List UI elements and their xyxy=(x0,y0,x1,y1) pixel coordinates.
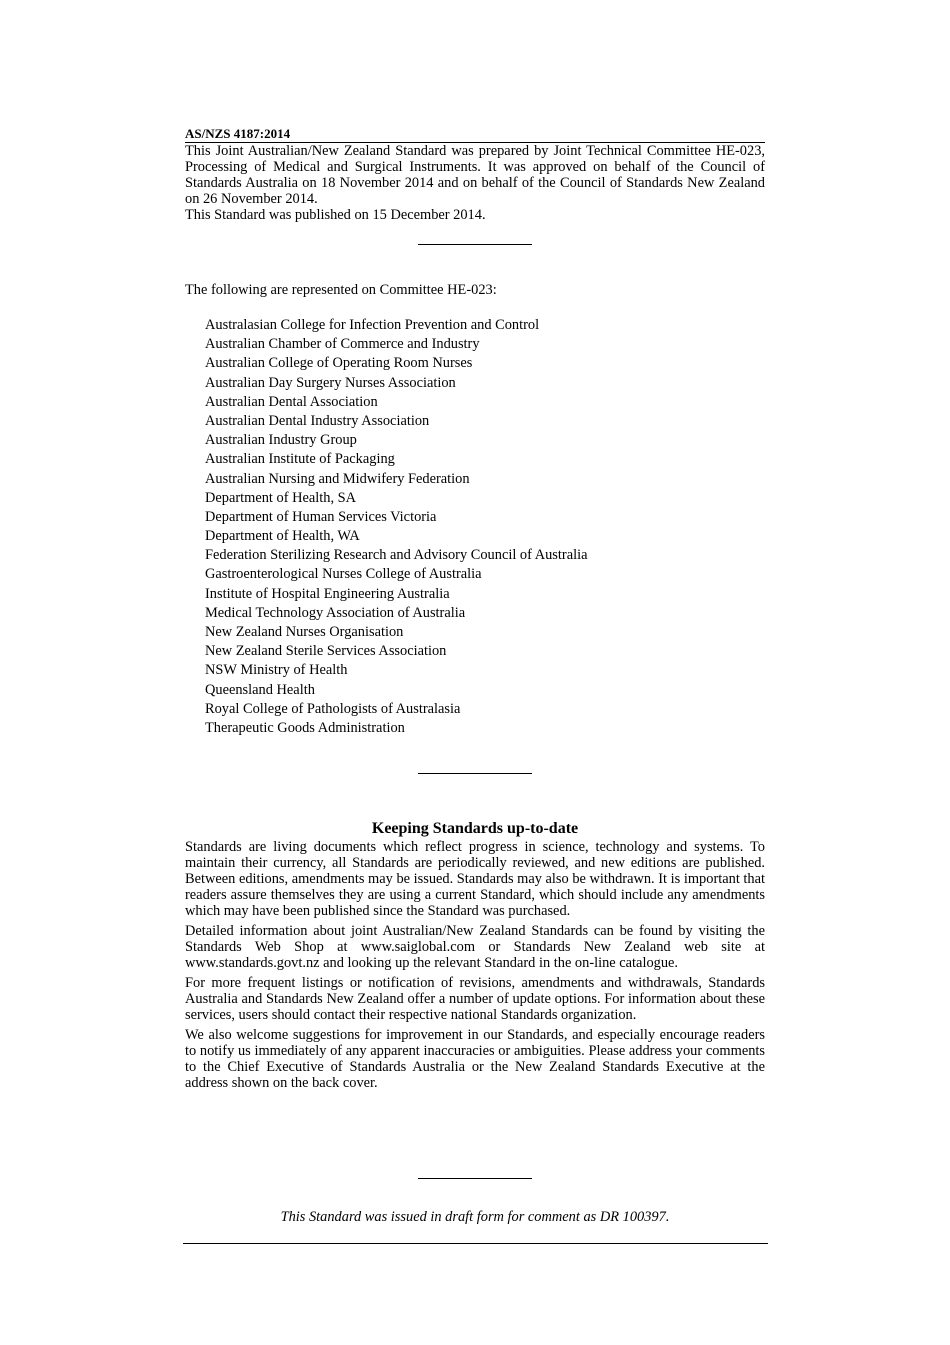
keeping-paragraph: We also welcome suggestions for improvement in our Standards, and especially encourage readers to notify us immediately of any apparent inaccuracies or ambiguities. Please address your comments to the Chief Executive of Standards Australia or the New Zealand Standards Executive at the address shown on the back cover. xyxy=(185,1027,765,1091)
committee-member: New Zealand Nurses Organisation xyxy=(205,624,404,640)
section-divider xyxy=(418,244,532,245)
preparation-paragraph: This Joint Australian/New Zealand Standard was prepared by Joint Technical Committee HE-023, Processing of Medical and Surgical Instruments. It was approved on behalf of the Council of Standards Australia on 18 November 2014 and on behalf of the Council of Standards New Zealand on 26 November 2014. xyxy=(185,143,765,207)
committee-member: Federation Sterilizing Research and Advisory Council of Australia xyxy=(205,547,588,564)
committee-member: Australian Dental Industry Association xyxy=(205,412,430,429)
committee-member: Medical Technology Association of Australia xyxy=(205,604,466,621)
committee-intro: The following are represented on Committee HE-023: xyxy=(185,282,497,298)
committee-member: Australian Dental Association xyxy=(205,393,378,410)
committee-member: Therapeutic Goods Administration xyxy=(205,719,405,736)
committee-member: Department of Health, WA xyxy=(205,528,360,545)
committee-member: Department of Health, SA xyxy=(205,489,357,506)
committee-member: Australian Chamber of Commerce and Industry xyxy=(205,336,480,353)
preparation-block xyxy=(185,126,765,223)
keeping-paragraph: For more frequent listings or notification of revisions, amendments and withdrawals, Standards Australia and Standards New Zealand offer a number of update options. For information about these services, users should contact their respective national Standards organization. xyxy=(185,975,765,1023)
committee-member: Queensland Health xyxy=(205,681,315,698)
publication-date-text: This Standard was published on 15 December 2014. xyxy=(185,207,486,223)
section-divider xyxy=(418,773,532,774)
committee-member: New Zealand Sterile Services Association xyxy=(205,643,447,660)
standard-designation: AS/NZS 4187:2014 xyxy=(185,126,765,143)
committee-member: Australian Institute of Packaging xyxy=(205,451,395,468)
committee-member: Department of Human Services Victoria xyxy=(205,508,437,525)
committee-member: Australian Industry Group xyxy=(205,432,357,449)
committee-member: Australian Nursing and Midwifery Federation xyxy=(205,470,470,487)
committee-member: Australian College of Operating Room Nurses xyxy=(205,355,473,372)
committee-member: Institute of Hospital Engineering Australia xyxy=(205,585,450,602)
committee-member: Australian Day Surgery Nurses Association xyxy=(205,374,456,391)
keeping-standards-heading: Keeping Standards up-to-date xyxy=(371,820,579,837)
committee-member: NSW Ministry of Health xyxy=(205,662,348,679)
committee-member-list xyxy=(205,316,587,738)
draft-note: This Standard was issued in draft form for comment as DR 100397. xyxy=(280,1209,670,1225)
committee-member: Royal College of Pathologists of Australasia xyxy=(205,700,461,717)
committee-member: Australasian College for Infection Prevention and Control xyxy=(205,317,540,333)
committee-member: Gastroenterological Nurses College of Australia xyxy=(205,566,482,583)
bottom-rule xyxy=(183,1243,768,1244)
keeping-paragraph: Detailed information about joint Australian/New Zealand Standards can be found by visiting the Standards Web Shop at www.saiglobal.com or Standards New Zealand web site at www.standards.govt.nz and looking up the relevant Standard in the on-line catalogue. xyxy=(185,923,765,971)
keeping-standards-section xyxy=(185,819,765,1095)
section-divider xyxy=(418,1178,532,1179)
keeping-paragraph: Standards are living documents which reflect progress in science, technology and systems. To maintain their currency, all Standards are periodically reviewed, and new editions are published. Between editions, amendments may be issued. Standards may also be withdrawn. It is important that readers assure themselves they are using a current Standard, which should include any amendments which may have been published since the Standard was purchased. xyxy=(185,839,765,919)
